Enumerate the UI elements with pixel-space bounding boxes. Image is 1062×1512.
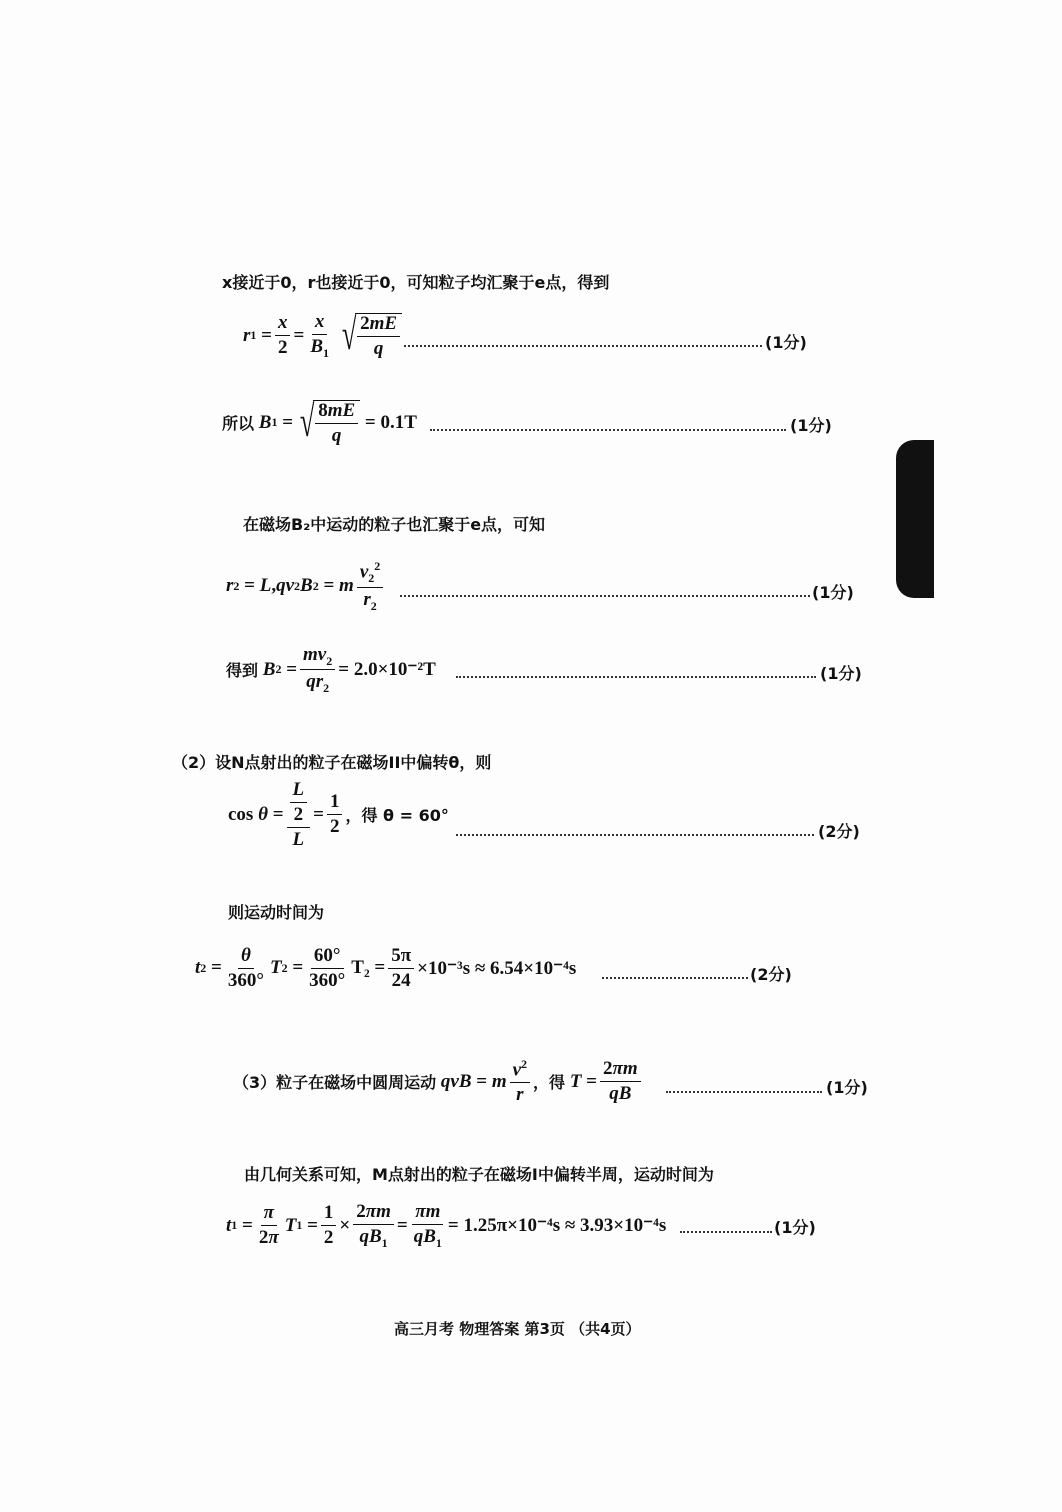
score-3: (1分) xyxy=(812,583,854,602)
equation-cos-theta: cos θ = $\frac{\frac{L}{2}}{L}$ = $\frac{1}{2}$ ，得 θ = 60° xyxy=(228,779,449,850)
line-4-text: 在磁场B₂中运动的粒子也汇聚于e点，可知 xyxy=(243,515,546,534)
dotted-leader xyxy=(430,429,786,431)
equation-t2: t 2 = $\frac{\theta}{360^\circ}$ T 2 = $\frac{60^\circ}{360^\circ}$ T₂ = $\frac{5\pi}{24}$ ×10⁻³s ≈ 6.54×10⁻⁴s xyxy=(195,945,577,991)
score-4: (1分) xyxy=(820,664,862,683)
dotted-leader xyxy=(456,676,816,678)
line-1-text: x接近于0，r也接近于0，可知粒子均汇聚于e点，得到 xyxy=(222,273,610,292)
score-7: (1分) xyxy=(826,1078,868,1097)
dotted-leader xyxy=(400,595,810,597)
score-8: (1分) xyxy=(774,1218,816,1237)
score-5: (2分) xyxy=(818,822,860,841)
dotted-leader xyxy=(666,1091,822,1093)
line-9-text: 则运动时间为 xyxy=(228,903,325,922)
equation-r1: r 1 = $\frac{x}{2}$ = $\frac{x}{B_1}$ √ $\frac{2mE}{q}$ xyxy=(243,312,402,359)
dotted-leader xyxy=(602,977,748,979)
equation-b2: 得到 B 2 = $\frac{mv_2}{qr_2}$ = 2.0×10⁻²T xyxy=(226,644,436,696)
equation-b1: 所以 B 1 = √ $\frac{8mE}{q}$ = 0.1T xyxy=(222,397,417,446)
page-footer: 高三月考 物理答案 第3页 （共4页） xyxy=(394,1320,641,1338)
line-13-text: 由几何关系可知，M点射出的粒子在磁场I中偏转半周，运动时间为 xyxy=(244,1165,714,1184)
black-side-tab xyxy=(896,440,934,598)
score-6: (2分) xyxy=(750,965,792,984)
equation-r2: r 2 = L , qv 2 B 2 = m $\frac{v_2^2}{r_2}$ xyxy=(226,560,386,612)
equation-period: （3）粒子在磁场中圆周运动 qvB = m $\frac{v^2}{r}$ ，得 T = $\frac{2\pi m}{qB}$ xyxy=(233,1058,644,1105)
line-7-text: （2）设N点射出的粒子在磁场II中偏转θ，则 xyxy=(172,753,492,772)
equation-t1: t 1 = $\frac{\pi}{2\pi}$ T 1 = $\frac{1}{2}$ × $\frac{2\pi m}{qB_1}$ = $\frac{\pi m}{qB_1}$ = 1.25π×10⁻⁴s ≈ 3.93×10⁻⁴s xyxy=(226,1201,667,1250)
score-1: (1分) xyxy=(765,333,807,352)
dotted-leader xyxy=(456,834,814,836)
dotted-leader xyxy=(404,345,762,347)
score-2: (1分) xyxy=(790,416,832,435)
dotted-leader xyxy=(680,1231,772,1233)
